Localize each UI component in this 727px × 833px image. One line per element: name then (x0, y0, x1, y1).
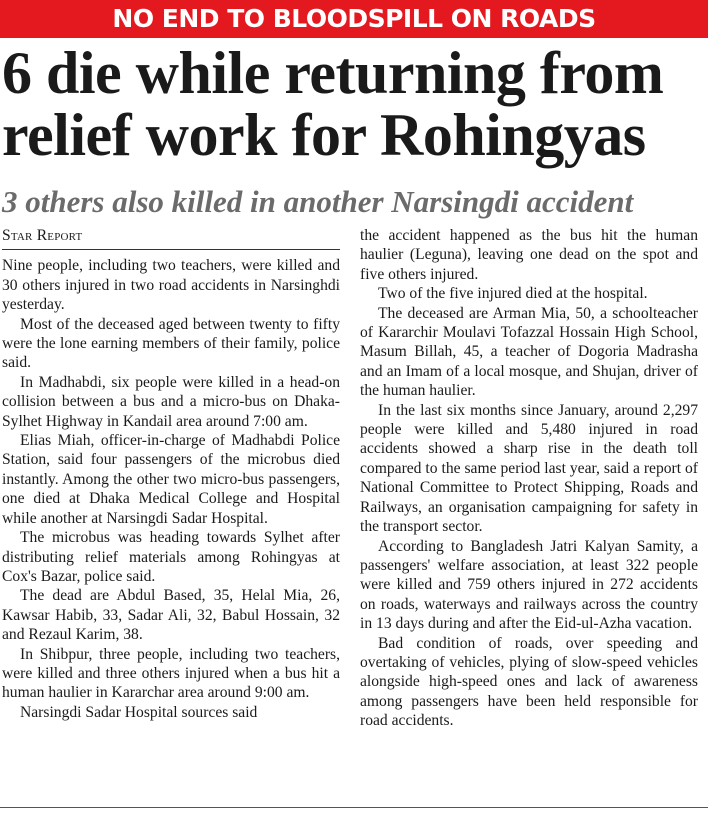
byline: Star Report (2, 226, 340, 250)
article-column-right (360, 226, 698, 731)
article-paragraph: In Shibpur, three people, including two teachers, were killed and three others injured when a bus hit a human haulier in Kararchar area around 9:00 am. (2, 645, 340, 702)
article-paragraph: The dead are Abdul Based, 35, Helal Mia, 26, Kawsar Habib, 33, Sadar Ali, 32, Babul Hossain, 32 and Rezaul Karim, 38. (2, 587, 340, 644)
article-paragraph: In the last six months since January, around 2,297 people were killed and 5,480 injured in road accidents showed a sharp rise in the death toll compared to the same period last year, said a report of National Committee to Protect Shipping, Roads and Railways, an organisation campaigning for safety in the transport sector. (360, 401, 698, 536)
bottom-divider (0, 807, 708, 808)
article-paragraph: the accident happened as the bus hit the human haulier (Leguna), leaving one dead on the spot and five others injured. (360, 227, 698, 283)
article-paragraph: The deceased are Arman Mia, 50, a schoolteacher of Kararchir Moulavi Tofazzal Hossain High School, Masum Billah, 45, a teacher of Dogoria Madrasha and an Imam of a local mosque, and Shujan, driver of the human haulier. (360, 304, 698, 400)
article-paragraph: In Madhabdi, six people were killed in a head-on collision between a bus and a micro-bus on Dhaka-Sylhet Highway in Kandail area around 7:00 am. (2, 373, 340, 430)
article-paragraph: Narsingdi Sadar Hospital sources said (20, 703, 258, 721)
article-paragraph: Elias Miah, officer-in-charge of Madhabdi Police Station, said four passengers of the microbus died instantly. Among the other two micro-bus passengers, one died at Dhaka Medical College and Hospital while another at Narsingdi Sadar Hospital. (2, 432, 340, 527)
article-paragraph: Most of the deceased aged between twenty to fifty were the lone earning members of their family, police said. (2, 315, 340, 372)
article-paragraph: The microbus was heading towards Sylhet after distributing relief materials among Rohingyas at Cox's Bazar, police said. (2, 529, 340, 585)
subheadline: 3 others also killed in another Narsingdi accident (2, 184, 634, 219)
article-paragraph: Bad condition of roads, over speeding and overtaking of vehicles, plying of slow-speed vehicles alongside high-speed ones and lack of awareness among passengers have been held responsible for road accidents. (360, 634, 698, 730)
headline: 6 die while returning from relief work for Rohingyas (2, 40, 664, 168)
article-paragraph: Nine people, including two teachers, were killed and 30 others injured in two road accidents in Narsinghdi yesterday. (2, 257, 340, 314)
article-paragraph: Two of the five injured died at the hospital. (378, 285, 648, 303)
article-column-left (2, 226, 340, 722)
kicker-banner: NO END TO BLOODSPILL ON ROADS (0, 0, 708, 38)
article-paragraph: According to Bangladesh Jatri Kalyan Samity, a passengers' welfare association, at least 322 people were killed and 759 others injured in 272 accidents on roads, waterways and railways across the country in 13 days during and after the Eid-ul-Azha vacation. (360, 537, 698, 633)
